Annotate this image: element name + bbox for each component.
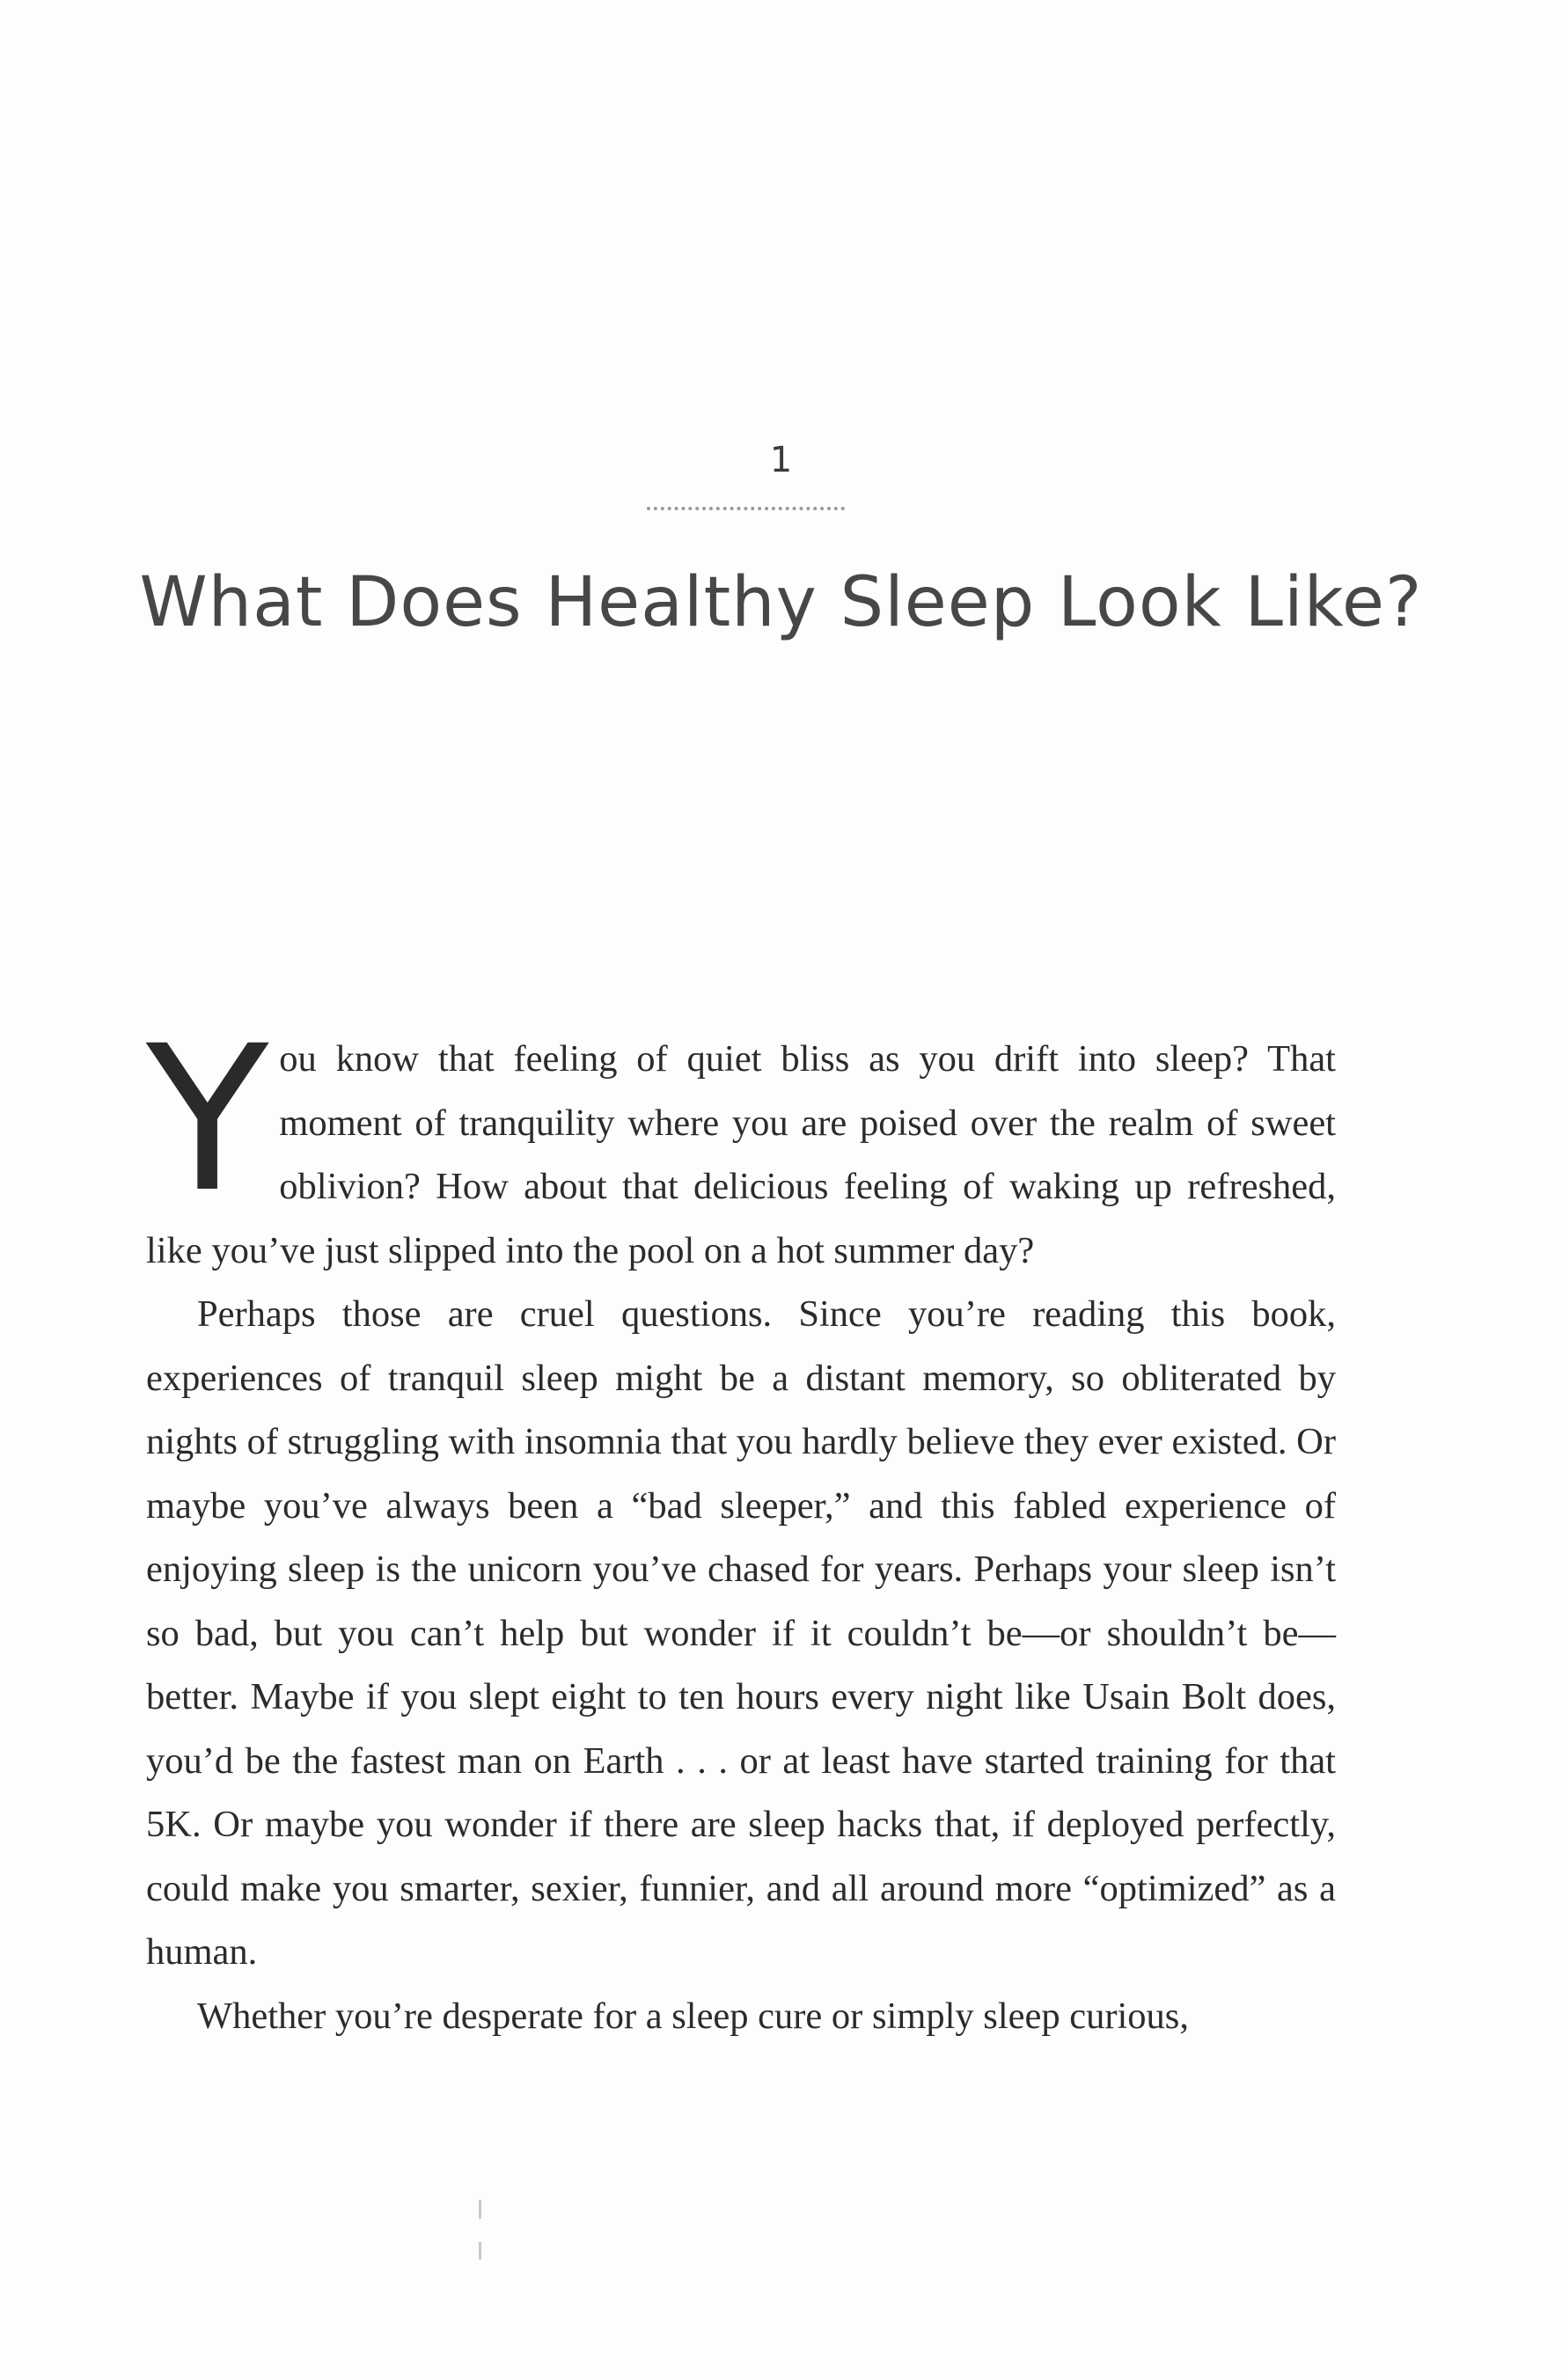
paragraph-2: Perhaps those are cruel questions. Since you’re reading this book, experiences of tranquil sleep might be a distant memory, so obliterated by nights of struggling with insomnia that you hardly believe they ever existed. Or maybe you’ve always been a “bad sleeper,” and this fabled experience of enjoying sleep is the unicorn you’ve chased for years. Perhaps your sleep isn’t so bad, but you can’t help but wonder if it couldn’t be—or shouldn’t be—better. Maybe if you slept eight to ten hours every night like Usain Bolt does, you’d be the fastest man on Earth . . . or at least have started training for that 5K. Or maybe you wonder if there are sleep hacks that, if deployed perfectly, could make you smarter, sexier, funnier, and all around more “optimized” as a human. bbox=[146, 1293, 1336, 1973]
scan-mark bbox=[479, 2200, 481, 2219]
drop-cap: Y bbox=[146, 1002, 269, 1236]
chapter-number: 1 bbox=[769, 440, 793, 480]
chapter-title: What Does Healthy Sleep Look Like? bbox=[139, 563, 1423, 642]
chapter-dotted-rule bbox=[647, 507, 845, 510]
scan-mark bbox=[479, 2242, 481, 2259]
paragraph-1 bbox=[146, 1002, 1336, 1283]
paragraph-3: Whether you’re desperate for a sleep cure or simply sleep curious, bbox=[197, 1995, 1189, 2037]
paragraph-1-text: ou know that feeling of quiet bliss as you drift into sleep? That moment of tranquility where you are poised over the realm of sweet oblivion? How about that delicious feeling of waking up refreshed, like you’ve just slipped into the pool on a hot summer day? bbox=[146, 1038, 1336, 1271]
chapter-body bbox=[146, 1002, 1336, 2048]
